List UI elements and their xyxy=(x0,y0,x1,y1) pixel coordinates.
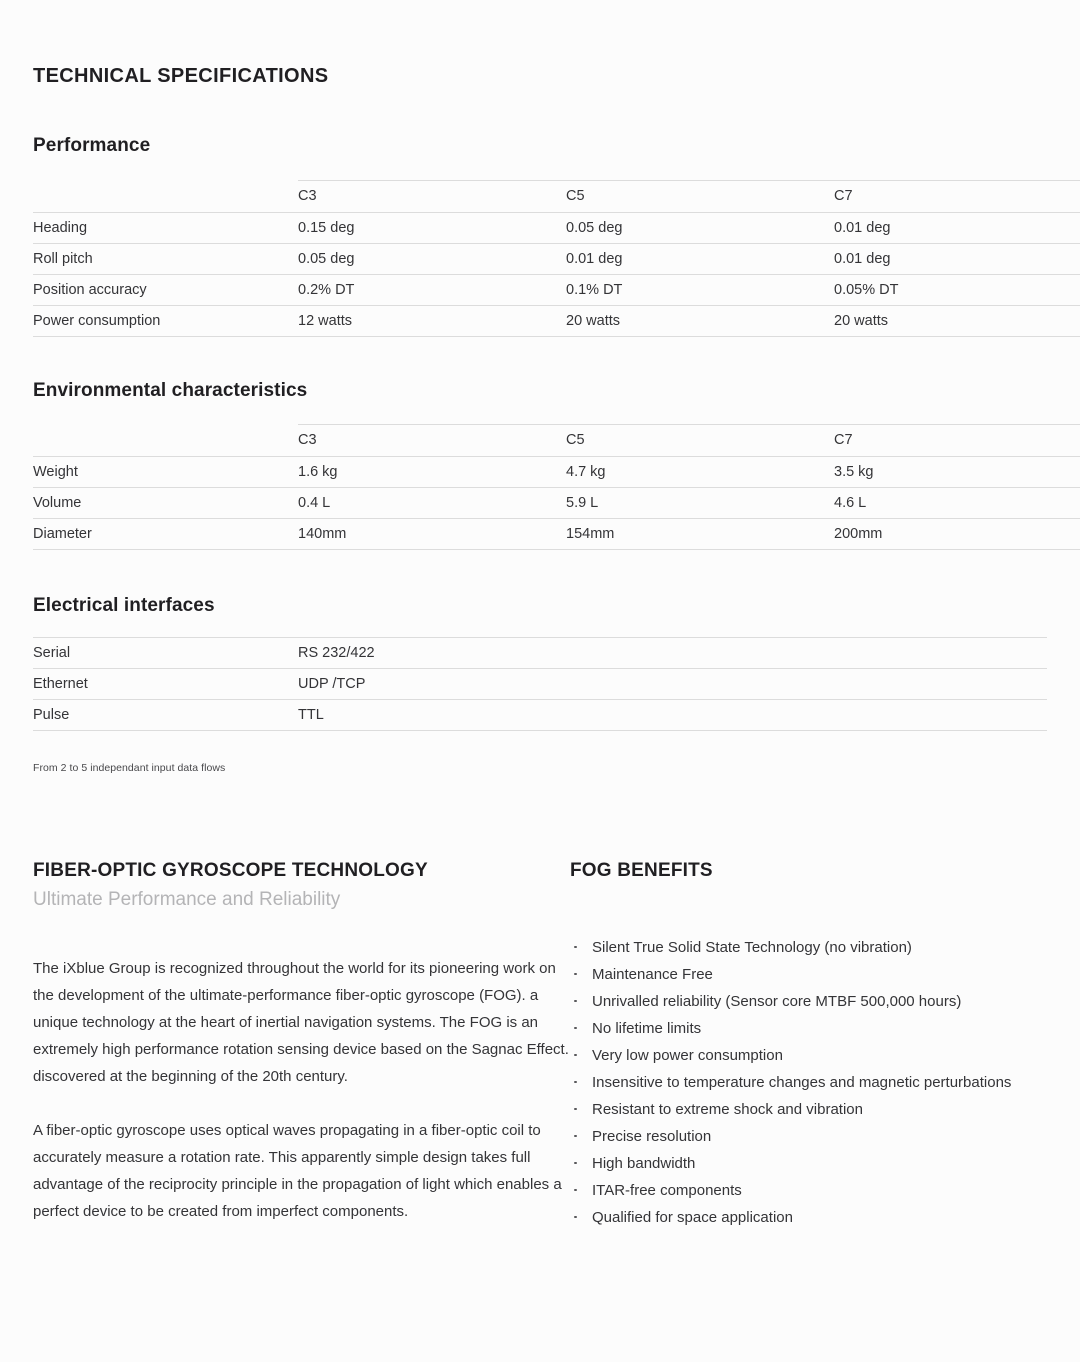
cell-c7: 200mm xyxy=(834,518,1080,549)
page-title: TECHNICAL SPECIFICATIONS xyxy=(33,65,329,87)
list-item xyxy=(570,1069,1047,1096)
performance-table xyxy=(33,180,1080,337)
cell-c5: 5.9 L xyxy=(566,487,834,518)
bullet-icon xyxy=(574,1000,577,1003)
technology-title: FIBER-OPTIC GYROSCOPE TECHNOLOGY xyxy=(33,859,428,881)
section-heading-environmental: Environmental characteristics xyxy=(33,379,308,401)
table-row xyxy=(33,518,1080,549)
row-label: Power consumption xyxy=(33,305,298,336)
row-value: TTL xyxy=(298,699,1047,730)
row-label: Position accuracy xyxy=(33,274,298,305)
cell-c5: 4.7 kg xyxy=(566,456,834,487)
list-item-label: Maintenance Free xyxy=(592,965,713,983)
cell-c3: 0.15 deg xyxy=(298,212,566,243)
row-label: Heading xyxy=(33,212,298,243)
column-header-blank xyxy=(33,424,298,456)
list-item xyxy=(570,1015,1047,1042)
row-label: Ethernet xyxy=(33,668,298,699)
technology-column xyxy=(33,860,570,1231)
column-header-c7: C7 xyxy=(834,424,1080,456)
list-item-label: ITAR-free components xyxy=(592,1181,742,1199)
cell-c5: 0.01 deg xyxy=(566,243,834,274)
cell-c5: 154mm xyxy=(566,518,834,549)
table-row xyxy=(33,456,1080,487)
bullet-icon xyxy=(574,1135,577,1138)
electrical-footnote: From 2 to 5 independant input data flows xyxy=(33,761,226,774)
list-item xyxy=(570,961,1047,988)
column-header-c3: C3 xyxy=(298,424,566,456)
bullet-icon xyxy=(574,1108,577,1111)
row-label: Diameter xyxy=(33,518,298,549)
row-label: Weight xyxy=(33,456,298,487)
column-header-blank xyxy=(33,180,298,212)
section-heading-electrical: Electrical interfaces xyxy=(33,594,215,616)
benefits-list xyxy=(570,882,1047,1231)
list-item xyxy=(570,1150,1047,1177)
row-label: Roll pitch xyxy=(33,243,298,274)
bullet-icon xyxy=(574,1027,577,1030)
table-row xyxy=(33,274,1080,305)
column-header-c7: C7 xyxy=(834,180,1080,212)
list-item-label: No lifetime limits xyxy=(592,1019,702,1037)
cell-c7: 20 watts xyxy=(834,305,1080,336)
table-row xyxy=(33,699,1047,730)
cell-c3: 1.6 kg xyxy=(298,456,566,487)
bullet-icon xyxy=(574,973,577,976)
list-item xyxy=(570,1204,1047,1231)
row-label: Pulse xyxy=(33,699,298,730)
cell-c3: 0.4 L xyxy=(298,487,566,518)
cell-c7: 0.01 deg xyxy=(834,212,1080,243)
table-header-row xyxy=(33,424,1080,456)
row-value: UDP /TCP xyxy=(298,668,1047,699)
electrical-interfaces-table xyxy=(33,637,1047,731)
list-item xyxy=(570,988,1047,1015)
bullet-icon xyxy=(574,946,577,949)
cell-c7: 3.5 kg xyxy=(834,456,1080,487)
bullet-icon xyxy=(574,1162,577,1165)
cell-c7: 4.6 L xyxy=(834,487,1080,518)
table-row xyxy=(33,305,1080,336)
list-item-label: Silent True Solid State Technology (no vibration) xyxy=(592,938,912,956)
cell-c3: 12 watts xyxy=(298,305,566,336)
cell-c5: 0.05 deg xyxy=(566,212,834,243)
column-header-c5: C5 xyxy=(566,424,834,456)
list-item-label: Qualified for space application xyxy=(592,1208,793,1226)
bullet-icon xyxy=(574,1081,577,1084)
cell-c7: 0.05% DT xyxy=(834,274,1080,305)
section-heading-performance: Performance xyxy=(33,135,151,156)
row-label: Volume xyxy=(33,487,298,518)
cell-c3: 0.05 deg xyxy=(298,243,566,274)
list-item-label: Precise resolution xyxy=(592,1127,712,1145)
list-item xyxy=(570,1096,1047,1123)
cell-c3: 0.2% DT xyxy=(298,274,566,305)
list-item-label: Resistant to extreme shock and vibration xyxy=(592,1100,863,1118)
table-row xyxy=(33,212,1080,243)
list-item-label: Unrivalled reliability (Sensor core MTBF 500,000 hours) xyxy=(592,992,962,1010)
table-row xyxy=(33,243,1080,274)
list-item-label: High bandwidth xyxy=(592,1154,696,1172)
column-header-c3: C3 xyxy=(298,180,566,212)
row-value: RS 232/422 xyxy=(298,637,1047,668)
table-row xyxy=(33,637,1047,668)
table-row xyxy=(33,487,1080,518)
bullet-icon xyxy=(574,1054,577,1057)
bullet-icon xyxy=(574,1189,577,1192)
bullet-icon xyxy=(574,1216,577,1219)
list-item xyxy=(570,1042,1047,1069)
technology-paragraph: The iXblue Group is recognized throughout the world for its pioneering work on the development of the ultimate-performance fiber-optic gyroscope (FOG). a unique technology at the heart of inertial navigation systems. The FOG is an extremely high performance rotation sensing device based on the Sagnac Effect. discovered at the beginning of the 20th century. xyxy=(33,960,569,1086)
benefits-column xyxy=(570,860,1047,1231)
cell-c5: 20 watts xyxy=(566,305,834,336)
environmental-table xyxy=(33,424,1080,550)
feature-columns xyxy=(33,860,1047,1231)
benefits-title: FOG BENEFITS xyxy=(570,859,713,881)
list-item-label: Very low power consumption xyxy=(592,1046,783,1064)
technology-subtitle: Ultimate Performance and Reliability xyxy=(33,888,341,910)
list-item-label: Insensitive to temperature changes and magnetic perturbations xyxy=(592,1073,1012,1091)
cell-c5: 0.1% DT xyxy=(566,274,834,305)
table-row xyxy=(33,668,1047,699)
list-item xyxy=(570,934,1047,961)
list-item xyxy=(570,1177,1047,1204)
cell-c7: 0.01 deg xyxy=(834,243,1080,274)
list-item xyxy=(570,1123,1047,1150)
cell-c3: 140mm xyxy=(298,518,566,549)
technology-paragraph: A fiber-optic gyroscope uses optical waves propagating in a fiber-optic coil to accurately measure a rotation rate. This apparently simple design takes full advantage of the reciprocity principle in the propagation of light which enables a perfect device to be created from imperfect components. xyxy=(33,1122,562,1221)
row-label: Serial xyxy=(33,637,298,668)
column-header-c5: C5 xyxy=(566,180,834,212)
table-header-row xyxy=(33,180,1080,212)
